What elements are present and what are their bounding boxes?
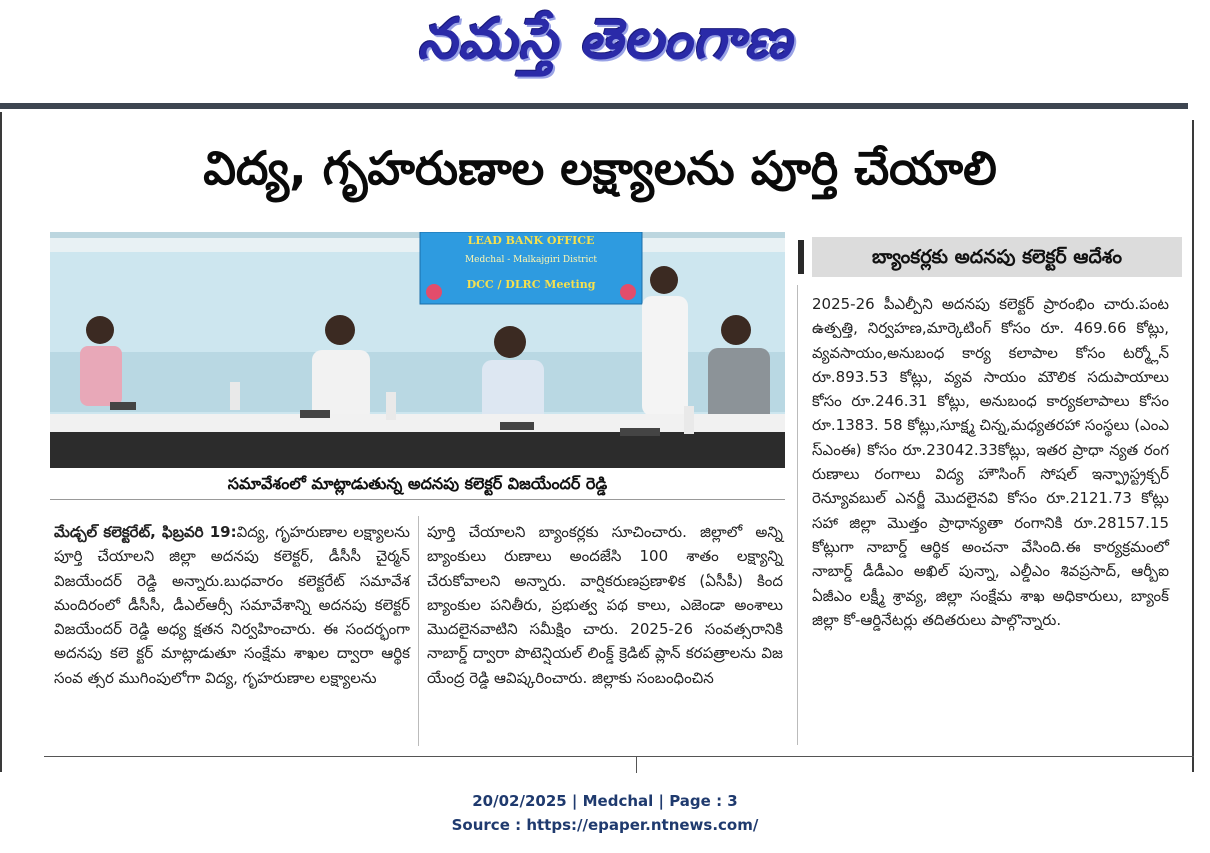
sidebar-title: బ్యాంకర్లకు అదనపు కలెక్టర్ ఆదేశం [812,237,1182,277]
dateline: మేడ్చల్ కలెక్టరేట్, ఫిబ్రవరి 19: [54,523,237,541]
bottom-rule [44,756,1194,757]
sidebar-marker [798,240,804,274]
photo-caption: సమావేశంలో మాట్లాడుతున్న అదనపు కలెక్టర్ విజయేందర్ రెడ్డి [50,469,785,500]
article-headline: విద్య, గృహరుణాల లక్ష్యాలను పూర్తి చేయాలి [203,141,997,195]
bottom-column-stub [636,757,637,773]
masthead-rule [0,103,1188,109]
banner-line2: Medchal - Malkajgiri District [464,255,598,265]
newspaper-logo: నమస్తే తెలంగాణ [417,7,793,72]
page-border-right [1192,120,1194,772]
sidebar-divider [797,285,798,745]
column-divider [418,516,419,746]
article-photo [50,232,785,468]
footer-dateline: 20/02/2025 | Medchal | Page : 3 [472,792,738,810]
footer-source: Source : https://epaper.ntnews.com/ [451,816,759,834]
article-column-1 [54,520,410,750]
sidebar-body: 2025-26 పీఎల్పీని అదనపు కలెక్టర్ ప్రారంభిం చారు.పంట ఉత్పత్తి, నిర్వహణ,మార్కెటింగ్ కోసం రూ. 469.66 కోట్లు, వ్యవసాయం,అనుబంధ కార్య కలాపాల కోసం టర్మ్లోన్ రూ.893.53 కోట్లు, వ్యవ సాయం మౌలిక సదుపాయాలు కోసం రూ.246.31 కోట్లు, అనుబంధ కార్యకలాపాలు కోసం రూ.1383. 58 కోట్లు,సూక్ష్మ చిన్న,మధ్యతరహా సంస్థలు (ఎంఎ స్ఎంఈ) కోసం రూ.23042.33కోట్లు, ఇతర ప్రాధా న్యత రంగ రుణాలు రంగాలు విద్య హౌసింగ్ సోషల్ ఇన్ఫ్రాస్ట్రక్చర్ రెన్యూవబుల్ ఎనర్జీ మొదలైనవి కోసం రూ.2121.73 కోట్లు సహా జిల్లా మొత్తం ప్రాధాన్యతా రంగానికి రూ.28157.15 కోట్లుగా నాబార్డ్ ఆర్థిక అంచనా వేసింది.ఈ కార్యక్రమంలో నాబార్డ్ డీడీఎం అఖిల్ పున్నా, ఎల్డీఎం శివప్రసాద్, ఆర్బీఐ ఏజీఎం లక్ష్మీ శ్రావ్య, జిల్లా సంక్షేమ శాఖ అధికారులు, బ్యాంక్ జిల్లా కో-ఆర్డినేటర్లు తదితరులు పాల్గొన్నారు. [812,295,1169,629]
banner-line1: LEAD BANK OFFICE [467,234,595,247]
banner-line3: DCC / DLRC Meeting [466,278,596,291]
masthead [0,0,1210,100]
article-body-col1: విద్య, గృహరుణాల లక్ష్యాలను పూర్తి చేయాలని జిల్లా అదనపు కలెక్టర్, డీసీసీ చైర్మన్ విజయేందర్ రెడ్డి అన్నారు.బుధవారం కలెక్టరేట్ సమావేశ మందిరంలో డీసీసీ, డీఎల్ఆర్సీ సమావేశాన్ని అదనపు కలెక్టర్ విజయేందర్ రెడ్డి అధ్య క్షతన నిర్వహించారు. ఈ సందర్భంగా అదనపు కలె క్టర్ మాట్లాడుతూ సంక్షేమ శాఖల ద్వారా ఆర్థిక సంవ త్సర ముగింపులోగా విద్య, గృహరుణాల లక్ష్యాలను [54,523,410,687]
article-column-2: పూర్తి చేయాలని బ్యాంకర్లకు సూచించారు. జిల్లాలో అన్ని బ్యాంకులు రుణాలు అందజేసి 100 శాతం లక్ష్యాన్ని చేరుకోవాలని అన్నారు. వార్షికరుణప్రణాళిక (ఏసీపీ) కింద బ్యాంకుల పనితీరు, ప్రభుత్వ పథ కాలు, ఎజెండా అంశాలు మొదలైనవాటిని సమీక్షిం చారు. 2025-26 సంవత్సరానికి నాబార్డ్ ద్వారా పొటెన్షియల్ లింక్డ్ క్రెడిట్ ప్లాన్ కరపత్రాలను విజ యేంద్ర రెడ్డి ఆవిష్కరించారు. జిల్లాకు సంబంధించిన [427,523,783,687]
meeting-photo-illustration [50,232,785,468]
page-border-left [0,112,2,772]
